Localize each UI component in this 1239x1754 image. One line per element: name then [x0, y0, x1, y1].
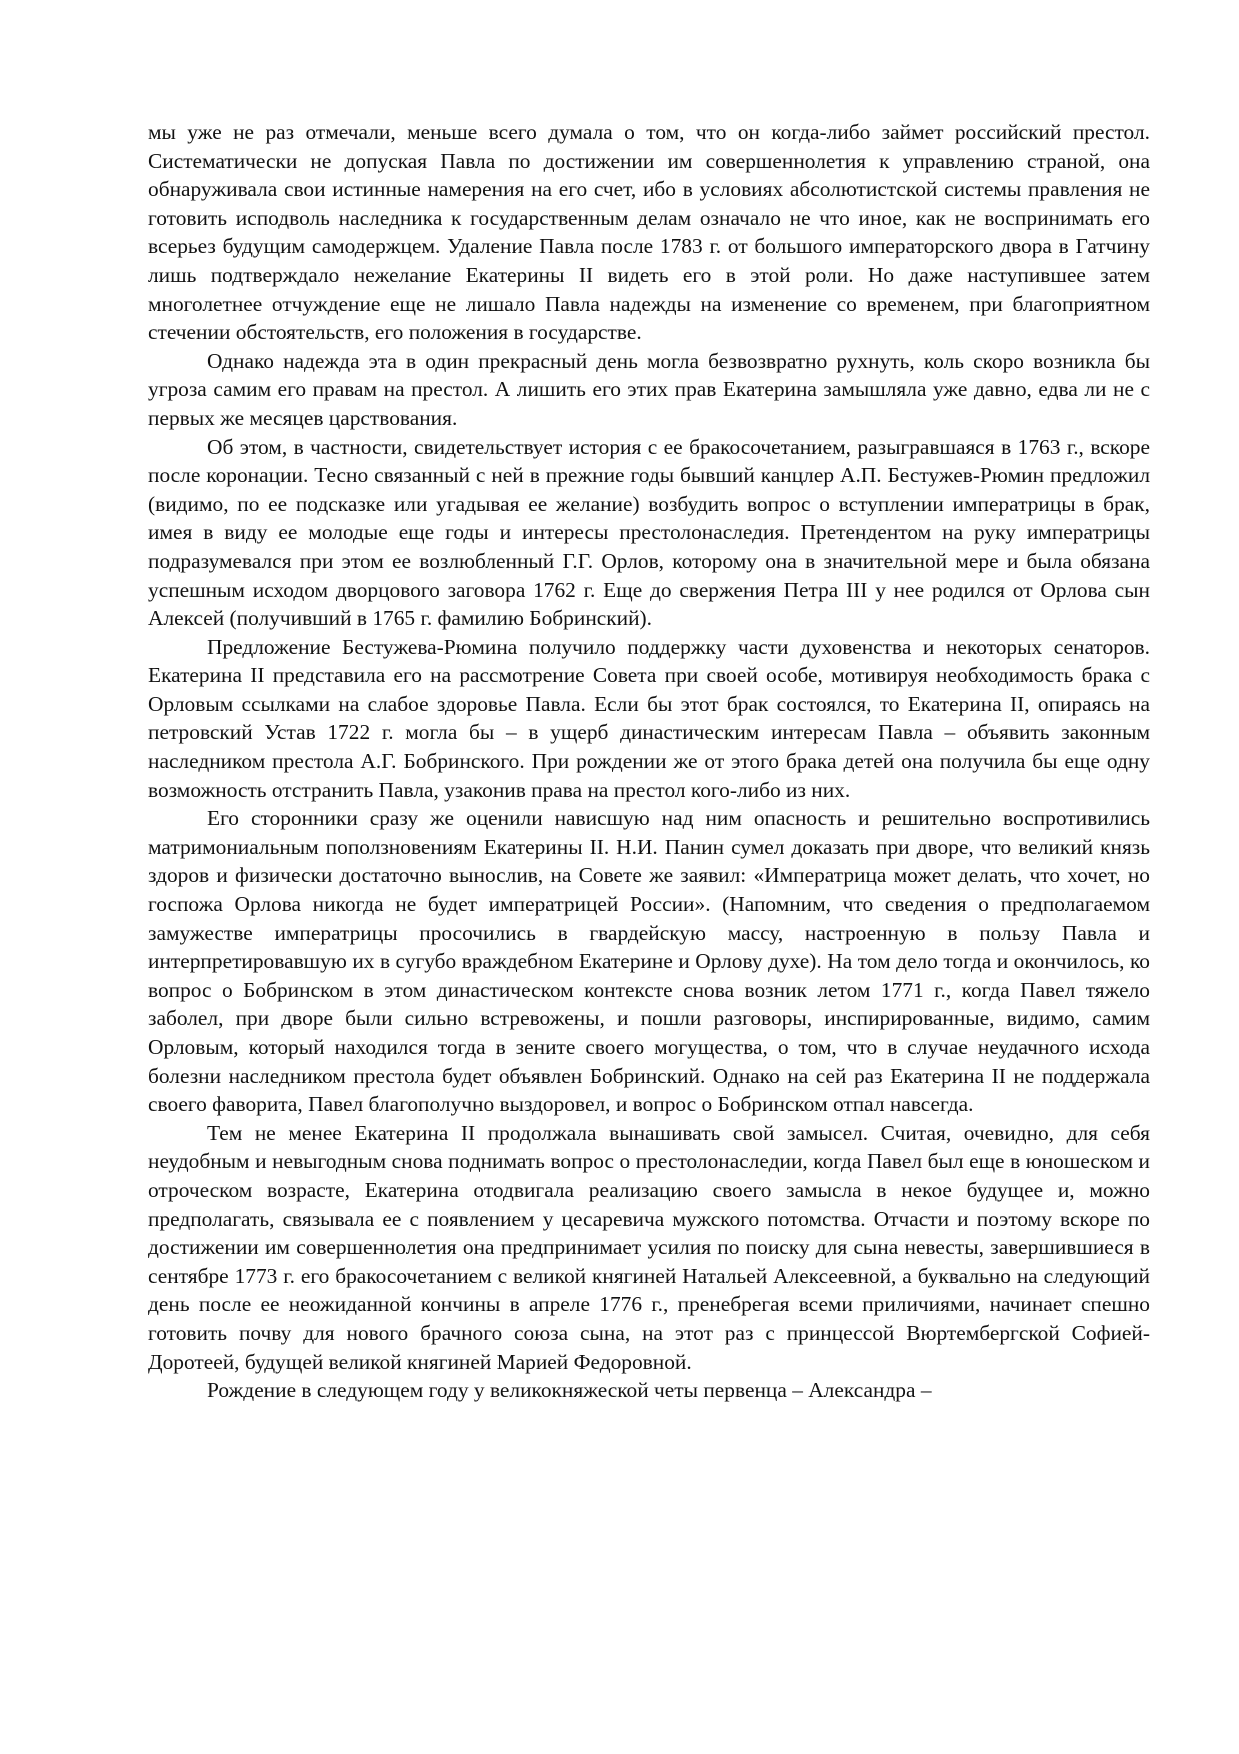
paragraph-2: Однако надежда эта в один прекрасный день могла безвозвратно рухнуть, коль скоро возникла бы угроза самим его правам на престол. А лишить его этих прав Екатерина замышляла уже давно, едва ли не с первых же месяцев царствования. [148, 348, 1150, 430]
paragraph-4: Предложение Бестужева-Рюмина получило поддержку части духовенства и некоторых сенаторов. Екатерина II представила его на рассмотрение Совета при своей особе, мотивируя необходимость брака с Орловым ссылками на слабое здоровье Павла. Если бы этот брак состоялся, то Екатерина II, опираясь на петровский Устав 1722 г. могла бы – в ущерб династическим интересам Павла – объявить законным наследником престола А.Г. Бобринского. При рождении же от этого брака детей она получила бы еще одну возможность отстранить Павла, узаконив права на престол кого-либо из них. [148, 634, 1150, 802]
document-page [148, 118, 1150, 1405]
paragraph-5: Его сторонники сразу же оценили нависшую над ним опасность и решительно воспротивились матримониальным поползновениям Екатерины II. Н.И. Панин сумел доказать при дворе, что великий князь здоров и физически достаточно вынослив, на Совете же заявил: «Императрица может делать, что хочет, но госпожа Орлова никогда не будет императрицей России». (Напомним, что сведения о предполагаемом замужестве императрицы просочились в гвардейскую массу, настроенную в пользу Павла и интерпретировавшую их в сугубо враждебном Екатерине и Орлову духе). На том дело тогда и окончилось, ко вопрос о Бобринском в этом династическом контексте снова возник летом 1771 г., когда Павел тяжело заболел, при дворе были сильно встревожены, и пошли разговоры, инспирированные, видимо, самим Орловым, который находился тогда в зените своего могущества, о том, что в случае неудачного исхода болезни наследником престола будет объявлен Бобринский. Однако на сей раз Екатерина II не поддержала своего фаворита, Павел благополучно выздоровел, и вопрос о Бобринском отпал навсегда. [148, 806, 1150, 1117]
paragraph-6: Тем не менее Екатерина II продолжала вынашивать свой замысел. Считая, очевидно, для себя неудобным и невыгодным снова поднимать вопрос о престолонаследии, когда Павел был еще в юношеском и отроческом возрасте, Екатерина отодвигала реализацию своего замысла в некое будущее и, можно предполагать, связывала ее с появлением у цесаревича мужского потомства. Отчасти и поэтому вскоре по достижении им совершеннолетия она предпринимает усилия по поиску для сына невесты, завершившиеся в сентябре 1773 г. его бракосочетанием с великой княгиней Натальей Алексеевной, а буквально на следующий день после ее неожиданной кончины в апреле 1776 г., пренебрегая всеми приличиями, начинает спешно готовить почву для нового брачного союза сына, на этот раз с принцессой Вюртембергской Софией-Доротеей, будущей великой княгиней Марией Федоровной. [148, 1120, 1150, 1374]
paragraph-7: Рождение в следующем году у великокняжеской четы первенца – Александра – [207, 1378, 932, 1403]
paragraph-1: мы уже не раз отмечали, меньше всего думала о том, что он когда-либо займет российский престол. Систематически не допуская Павла по достижении им совершеннолетия к управлению страной, она обнаруживала свои истинные намерения на его счет, ибо в условиях абсолютистской системы правления не готовить исподволь наследника к государственным делам означало не что иное, как не воспринимать его всерьез будущим самодержцем. Удаление Павла после 1783 г. от большого императорского двора в Гатчину лишь подтверждало нежелание Екатерины II видеть его в этой роли. Но даже наступившее затем многолетнее отчуждение еще не лишало Павла надежды на изменение со временем, при благоприятном стечении обстоятельств, его положения в государстве. [148, 120, 1150, 345]
paragraph-3: Об этом, в частности, свидетельствует история с ее бракосочетанием, разыгравшаяся в 1763 г., вскоре после коронации. Тесно связанный с ней в прежние годы бывший канцлер А.П. Бестужев-Рюмин предложил (видимо, по ее подсказке или угадывая ее желание) возбудить вопрос о вступлении императрицы в брак, имея в виду ее молодые еще годы и интересы престолонаследия. Претендентом на руку императрицы подразумевался при этом ее возлюбленный Г.Г. Орлов, которому она в значительной мере и была обязана успешным исходом дворцового заговора 1762 г. Еще до свержения Петра III у нее родился от Орлова сын Алексей (получивший в 1765 г. фамилию Бобринский). [148, 434, 1150, 631]
